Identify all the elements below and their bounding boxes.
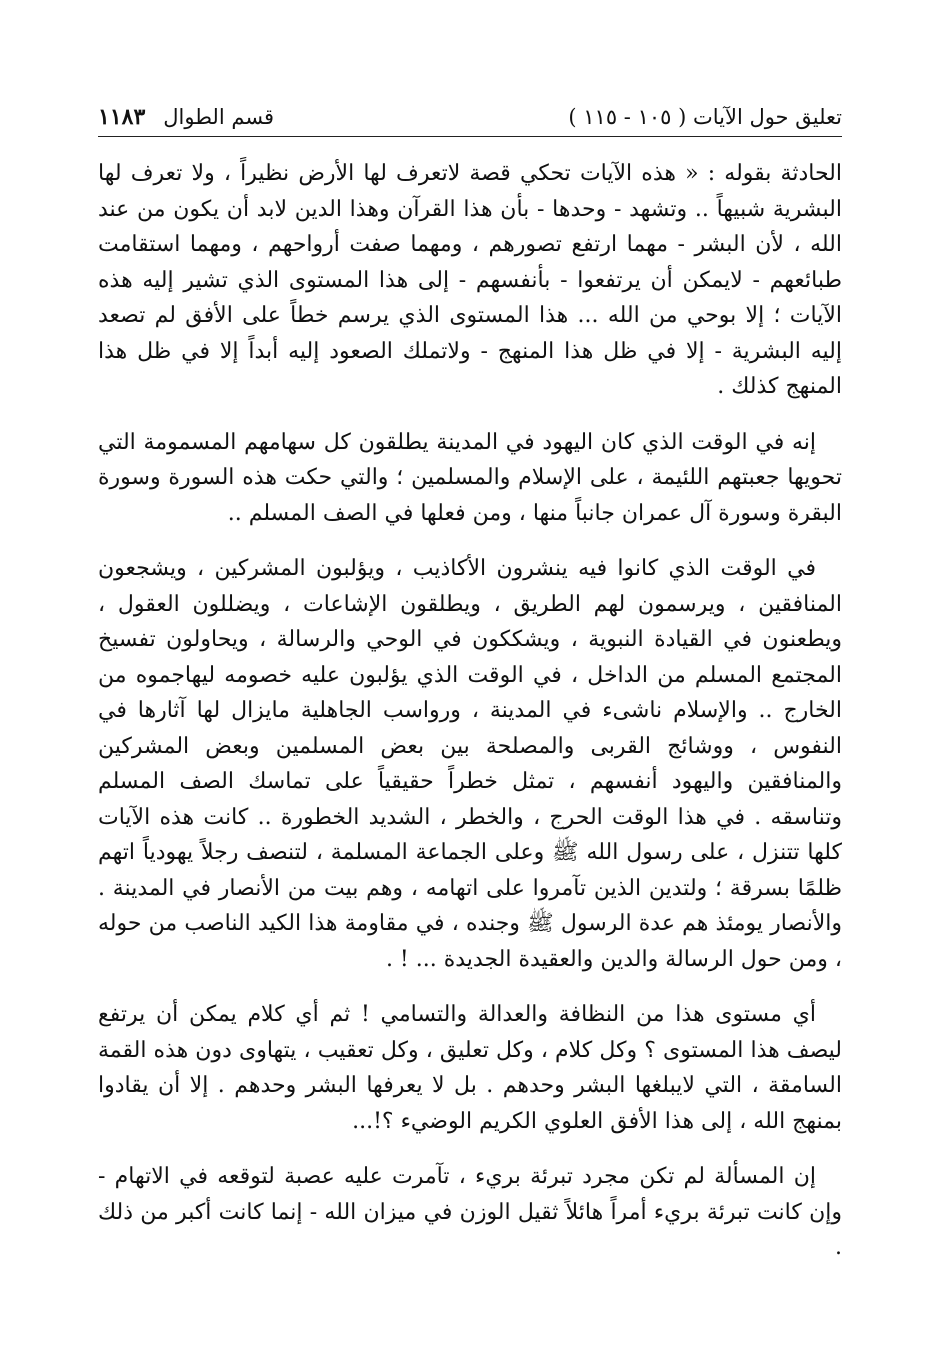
paragraph-3: في الوقت الذي كانوا فيه ينشرون الأكاذيب ، ويؤلبون المشركين ، ويشجعون المنافقين ، ويرسمون لهم الطريق ، ويطلقون الإشاعات ، ويضللون العقول ، ويطعنون في القيادة النبوية ، ويشككون في الوحي والرسالة ، ويحاولون تفسيخ المجتمع المسلم من الداخل ، في الوقت الذي يؤلبون عليه خصومه ليهاجموه من الخارج .. والإسلام ناشىء في المدينة ، ورواسب الجاهلية مايزال لها آثارها في النفوس ، ووشائج القربى والمصلحة بين بعض المسلمين وبعض المشركين والمنافقين واليهود أنفسهم ، تمثل خطراً حقيقياً على تماسك الصف المسلم وتناسقه . في هذا الوقت الحرج ، والخطر ، الشديد الخطورة .. كانت هذه الآيات كلها تتنزل ، على رسول الله ﷺ وعلى الجماعة المسلمة ، لتنصف رجلاً يهودياً اتهم ظلمًا بسرقة ؛ ولتدين الذين تآمروا على اتهامه ، وهم بيت من الأنصار في المدينة . والأنصار يومئذ هم عدة الرسول ﷺ وجنده ، في مقاومة هذا الكيد الناصب من حوله ، ومن حول الرسالة والدين والعقيدة الجديدة ... ! . [98,556,842,972]
paragraph-5: إن المسألة لم تكن مجرد تبرئة بريء ، تآمرت عليه عصبة لتوقعه في الاتهام - وإن كانت تبرئة بريء أمراً هائلاً ثقيل الوزن في ميزان الله - إنما كانت أكبر من ذلك . [98,1164,842,1260]
section-name: قسم الطوال [163,105,275,129]
header-divider [98,136,842,137]
page-number: ١١٨٣ [98,104,146,130]
running-title: تعليق حول الآيات ( ١٠٥ - ١١٥ ) [568,105,842,129]
header-meta [98,102,274,132]
paragraph-1: الحادثة بقوله : « هذه الآيات تحكي قصة لاتعرف لها الأرض نظيراً ، ولا تعرف لها البشرية شبيهاً .. وتشهد - وحدها - بأن هذا القرآن وهذا الدين لابد أن يكون من عند الله ، لأن البشر - مهما ارتفع تصورهم ، ومهما صفت أرواحهم ، ومهما استقامت طبائعهم - لايمكن أن يرتفعوا - بأنفسهم - إلى هذا المستوى الذي تشير إليه هذه الآيات ؛ إلا بوحي من الله ... هذا المستوى الذي يرسم خطاً على الأفق لم تصعد إليه البشرية - إلا في ظل هذا المنهج - ولاتملك الصعود إليه أبداً إلا في ظل هذا المنهج كذلك . [98,161,842,399]
paragraph-4: أي مستوى هذا من النظافة والعدالة والتسامي ! ثم أي كلام يمكن أن يرتفع ليصف هذا المستوى ؟ وكل كلام ، وكل تعليق ، وكل تعقيب ، يتهاوى دون هذه القمة السامقة ، التي لايبلغها البشر وحدهم . بل لا يعرفها البشر وحدهم . إلا أن يقادوا بمنهج الله ، إلى هذا الأفق العلوي الكريم الوضيء ؟!... [98,1002,842,1134]
paragraph-2: إنه في الوقت الذي كان اليهود في المدينة يطلقون كل سهامهم المسمومة التي تحويها جعبتهم اللئيمة ، على الإسلام والمسلمين ؛ والتي حكت هذه السورة وسورة البقرة وسورة آل عمران جانباً منها ، ومن فعلها في الصف المسلم .. [98,429,842,526]
page-header [98,96,842,132]
body-text [98,156,842,1286]
